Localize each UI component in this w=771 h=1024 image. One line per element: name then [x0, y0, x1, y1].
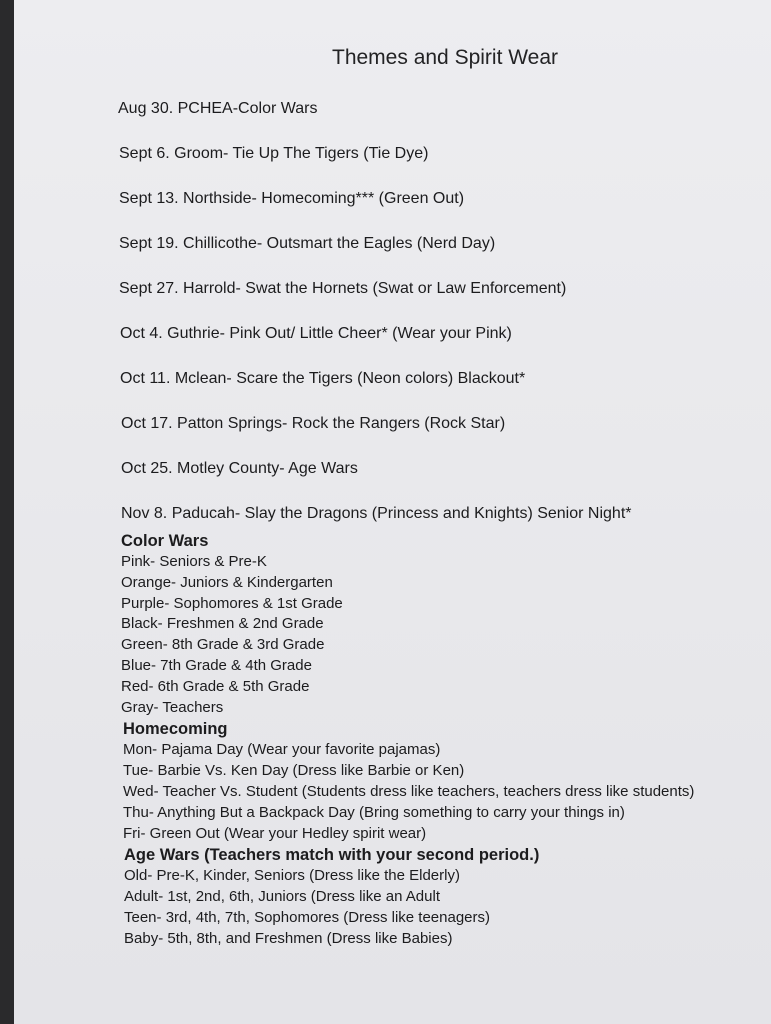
game-entry: Sept 19. Chillicothe- Outsmart the Eagles (Nerd Day) — [119, 235, 496, 252]
list-item: Orange- Juniors & Kindergarten — [121, 573, 333, 591]
list-item: Mon- Pajama Day (Wear your favorite pajamas) — [123, 741, 441, 759]
color-wars-heading: Color Wars — [121, 532, 209, 550]
homecoming-heading: Homecoming — [123, 720, 228, 739]
game-entry: Nov 8. Paducah- Slay the Dragons (Princess and Knights) Senior Night* — [121, 505, 632, 522]
list-item: Baby- 5th, 8th, and Freshmen (Dress like Babies) — [124, 929, 453, 947]
list-item: Pink- Seniors & Pre-K — [121, 553, 267, 570]
homecoming-section — [123, 718, 761, 844]
list-item: Adult- 1st, 2nd, 6th, Juniors (Dress like an Adult — [124, 888, 440, 906]
list-item: Fri- Green Out (Wear your Hedley spirit wear) — [123, 824, 427, 842]
list-item: Teen- 3rd, 4th, 7th, Sophomores (Dress like teenagers) — [124, 908, 491, 926]
game-entry: Sept 27. Harrold- Swat the Hornets (Swat or Law Enforcement) — [119, 280, 567, 297]
list-item: Old- Pre-K, Kinder, Seniors (Dress like the Elderly) — [124, 867, 460, 885]
list-item: Purple- Sophomores & 1st Grade — [121, 594, 343, 612]
game-entry: Oct 11. Mclean- Scare the Tigers (Neon colors) Blackout* — [120, 370, 526, 387]
list-item: Blue- 7th Grade & 4th Grade — [121, 656, 312, 674]
spirit-week-lists — [121, 530, 761, 950]
game-schedule-list — [118, 98, 758, 527]
age-wars-heading: Age Wars (Teachers match with your second period.) — [124, 846, 540, 865]
game-entry: Oct 17. Patton Springs- Rock the Rangers (Rock Star) — [121, 415, 506, 432]
list-item: Green- 8th Grade & 3rd Grade — [121, 636, 325, 654]
color-wars-section — [121, 530, 761, 718]
game-entry: Oct 25. Motley County- Age Wars — [121, 460, 358, 477]
age-wars-section — [124, 844, 761, 949]
list-item: Black- Freshmen & 2nd Grade — [121, 615, 324, 633]
game-entry: Aug 30. PCHEA-Color Wars — [118, 100, 318, 117]
list-item: Red- 6th Grade & 5th Grade — [121, 677, 310, 695]
list-item: Gray- Teachers — [121, 698, 224, 716]
list-item: Wed- Teacher Vs. Student (Students dress like teachers, teachers dress like students) — [123, 782, 695, 800]
list-item: Thu- Anything But a Backpack Day (Bring something to carry your things in) — [123, 803, 625, 821]
game-entry: Oct 4. Guthrie- Pink Out/ Little Cheer* (Wear your Pink) — [120, 325, 512, 342]
game-entry: Sept 13. Northside- Homecoming*** (Green Out) — [119, 190, 465, 207]
page-title: Themes and Spirit Wear — [332, 46, 559, 69]
list-item: Tue- Barbie Vs. Ken Day (Dress like Barbie or Ken) — [123, 762, 465, 780]
game-entry: Sept 6. Groom- Tie Up The Tigers (Tie Dye) — [119, 145, 429, 162]
document-page — [14, 0, 771, 1024]
